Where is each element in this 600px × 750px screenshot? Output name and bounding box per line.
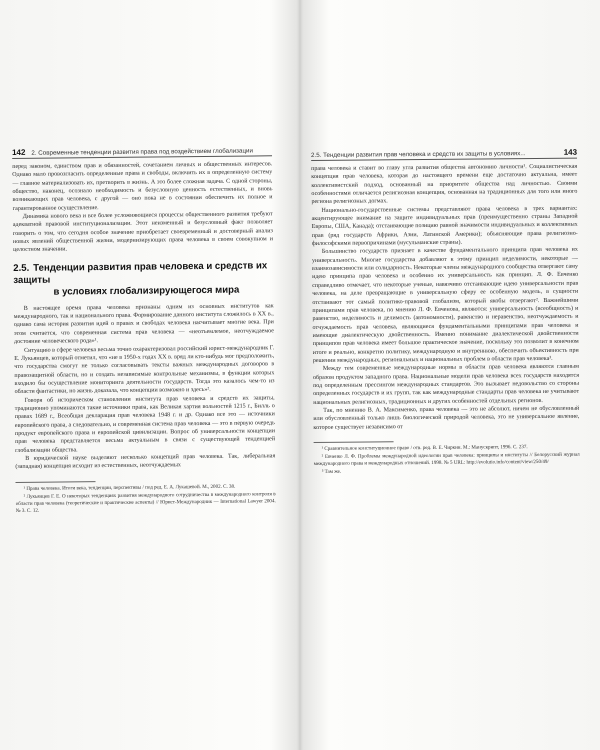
left-body-top bbox=[12, 160, 273, 254]
paragraph: Динамика нового века и все более усложняющиеся процессы общественного развития требуют адекватной правовой институционализации. Этот неизменный и безусловный факт позволяет говорить о том, что сегодня особое значение приобретает своевременный и достоверный анализ новых явлений общественной жизни, модернизирующих права человека в своем совокупном и целостном значении. bbox=[12, 211, 274, 254]
left-page bbox=[12, 145, 278, 723]
section-heading bbox=[13, 260, 273, 299]
paragraph: Говоря об историческом становлении института прав человека и средств их защиты, традиционно упоминаются такие источники права, как Великая хартия вольностей 1215 г., Билль о правах 1689 г., Всеобщая декларация прав человека 1948 г. и др. Однако все это — источники европейского права, а следовательно, и современная система прав человека — это в первую очередь продукт европейского права и европейской цивилизации. Вопрос об универсальности концепции прав человека представляется весьма актуальным в связи с существующей тенденцией глобализации общества. bbox=[14, 394, 276, 454]
footnote-rule bbox=[314, 441, 394, 443]
paragraph: Национально-государственные системы представляют права человека в трех вариантах: акцентирующее внимание на защите индивидуальных прав (преимущественно страны Западной Европы, США, Канада); отстаивающие позицию равной значимости индивидуальных и коллективных прав (ряд государств Африки, Азии, Латинской Америки); объясняющие права религиозно-философскими первопричинами (мусульманские страны). bbox=[311, 205, 578, 248]
footnote: ³ Там же. bbox=[321, 469, 342, 476]
right-body bbox=[311, 163, 579, 432]
left-running-title: 2. Современные тенденции развития права под воздействием глобализации bbox=[31, 147, 253, 157]
paragraph: перед законом, единством прав и обязанностей, сочетанием личных и общественных интересов. Однако мало провозгласить определенные права и свободы, включить их в определенную систему — главное материализовать их, претворить в жизнь. А это более сложная задача. С одной стороны, общество, наконец, осознало необходимость и безусловную ценность естественных, и вновь возникающих прав человека, с другой — оно пока не в состоянии обеспечить их полное и гарантированное осуществление. bbox=[12, 161, 273, 212]
left-running-head bbox=[12, 145, 272, 159]
left-page-number: 142 bbox=[12, 147, 26, 157]
section-title-line2: в условиях глобализирующегося мира bbox=[53, 284, 240, 298]
footnote: ¹ Сравнительное конституционное право / отв. ред. В. Е. Чиркин. М.: Манускрипт, 1996. С. 237. bbox=[321, 444, 528, 452]
left-footnotes bbox=[15, 479, 275, 515]
right-running-head bbox=[311, 148, 577, 161]
paragraph: В настоящее время права человека признаны одним из основных институтов как международного, так и национального права. Формирование данного института сложилось в XX в., однако сама история развития идей о правах и свободах человека насчитывает многие века. При этом считается, что современная система прав человека — «неотъемлемое, неотчуждаемое достояние человеческого рода»¹. bbox=[13, 303, 274, 346]
paragraph: В юридической науке выделяют несколько концепций прав человека. Так, либеральная (западная) концепция исходит из естественных, неотчуждаемых bbox=[15, 453, 276, 471]
section-title-line1: Тенденции развития прав человека и средств их защиты bbox=[13, 260, 268, 286]
footnote: ¹ Права человека. Итоги века, тенденции, перспективы / под ред. Е. А. Лукашевой. М., 2002. С. 38. bbox=[23, 483, 236, 492]
footnote: ² Лукьянцев Г. Е. О некоторых тенденциях развития международного сотрудничества в международного контроля в области прав человека (теоретические и практические аспекты) // Юрист-Международник — International Lawyer 2004. № 3. С. 12. bbox=[15, 491, 276, 514]
right-footnotes bbox=[314, 440, 580, 477]
paragraph: Между тем современные международные нормы в области прав человека являются главным образом продуктом западного права. Национальные модели прав человека всех государств находятся под определенным прессингом международных стандартов. Это вызывает недовольство со стороны определенных государств и их групп, так как международные стандарты прав человека не учитывают национальных религиозных, традиционных и других особенностей отдельных регионов. bbox=[312, 363, 580, 406]
footnote: ² Евченко Л. Ф. Проблемы международной идеологии прав человека: принципы и институты // Белорусский журнал международного права и международных отношений. 1998. № 5 URL: http://evolutio.info/content/view/250/49/ bbox=[313, 451, 580, 468]
right-page-number: 143 bbox=[563, 147, 578, 157]
right-running-title: 2.5. Тенденции развития прав человека и средств их защиты в условиях... bbox=[311, 150, 526, 159]
left-body-bottom bbox=[14, 302, 276, 472]
paragraph: права человека и ставит во главу угла развития общества автономию личности¹. Социалистическая концепция прав человека, которая до настоящего времени еще достаточно актуальна, имеет коллективистский подход, основанный на приоритете общества над личностью. Своими особенностями отличается религиозная концепция, основанная на традиционных для того или иного региона религиозных догмах. bbox=[311, 163, 578, 206]
right-page bbox=[311, 148, 582, 725]
section-number: 2.5. bbox=[13, 262, 30, 274]
paragraph: Большинство государств признает в качестве фундаментального принципа прав человека их универсальность. Многие государства добавляют к этому принцип неделимости, некоторые — взаимозависимости или солидарность. Некоторые члены международного сообщества отвергают саму идею принципа прав человека и особенно их универсальность как принцип. Л. Ф. Евченко справедливо отмечает, что некоторые ученые, навязчиво отстаивающие идею универсальности прав человека, на деле превращающие в универсальную сферу ее особенную модель, в сущности отстаивают тот самый политико-правовой глобализм, который якобы отвергают². Важнейшими принципами прав человека, по мнению Л. Ф. Евченова, являются: универсальность (всеобщность) и равенство, неделимость и делимость (автономности), равенство и неравенство, неотчуждаемость и отчуждаемость прав человека, являющиеся фундаментальными принципами прав человека и имеющие диалектическую двойственность. Именно понимание диалектической двойственности принципов прав человека имеет большое практическое значение, поскольку это позволит в конечном итоге и реально, конкретно политику, международную и внутреннюю, обеспечить объективность при решении международных, региональных и национальных проблем в области прав человека³. bbox=[311, 247, 579, 364]
paragraph: Ситуацию в сфере человека весьма точно охарактеризовал российский юрист-международник Г. Е. Лукьянцев, который отметил, что «не в 1950-х годах XX в. вряд ли кто-нибудь мог предположить, что государства смогут не только согласовывать тексты важных международных договоров в правозащитной области, но и создать независимые контрольные механизмы, в функции которых входило бы осуществление мониторинга деятельности государств. Тогда это казалось чем-то из области фантастики, но жизнь доказала, что концепции возможно и здесь»². bbox=[14, 344, 275, 396]
paragraph: Так, по мнению В. А. Максименко, права человека — это не абсолют, ничем не обусловленный или обусловленный только лишь биологической природой человека, это не универсальное явление, которое существует независимо от bbox=[313, 405, 580, 431]
footnote-rule bbox=[15, 481, 95, 483]
